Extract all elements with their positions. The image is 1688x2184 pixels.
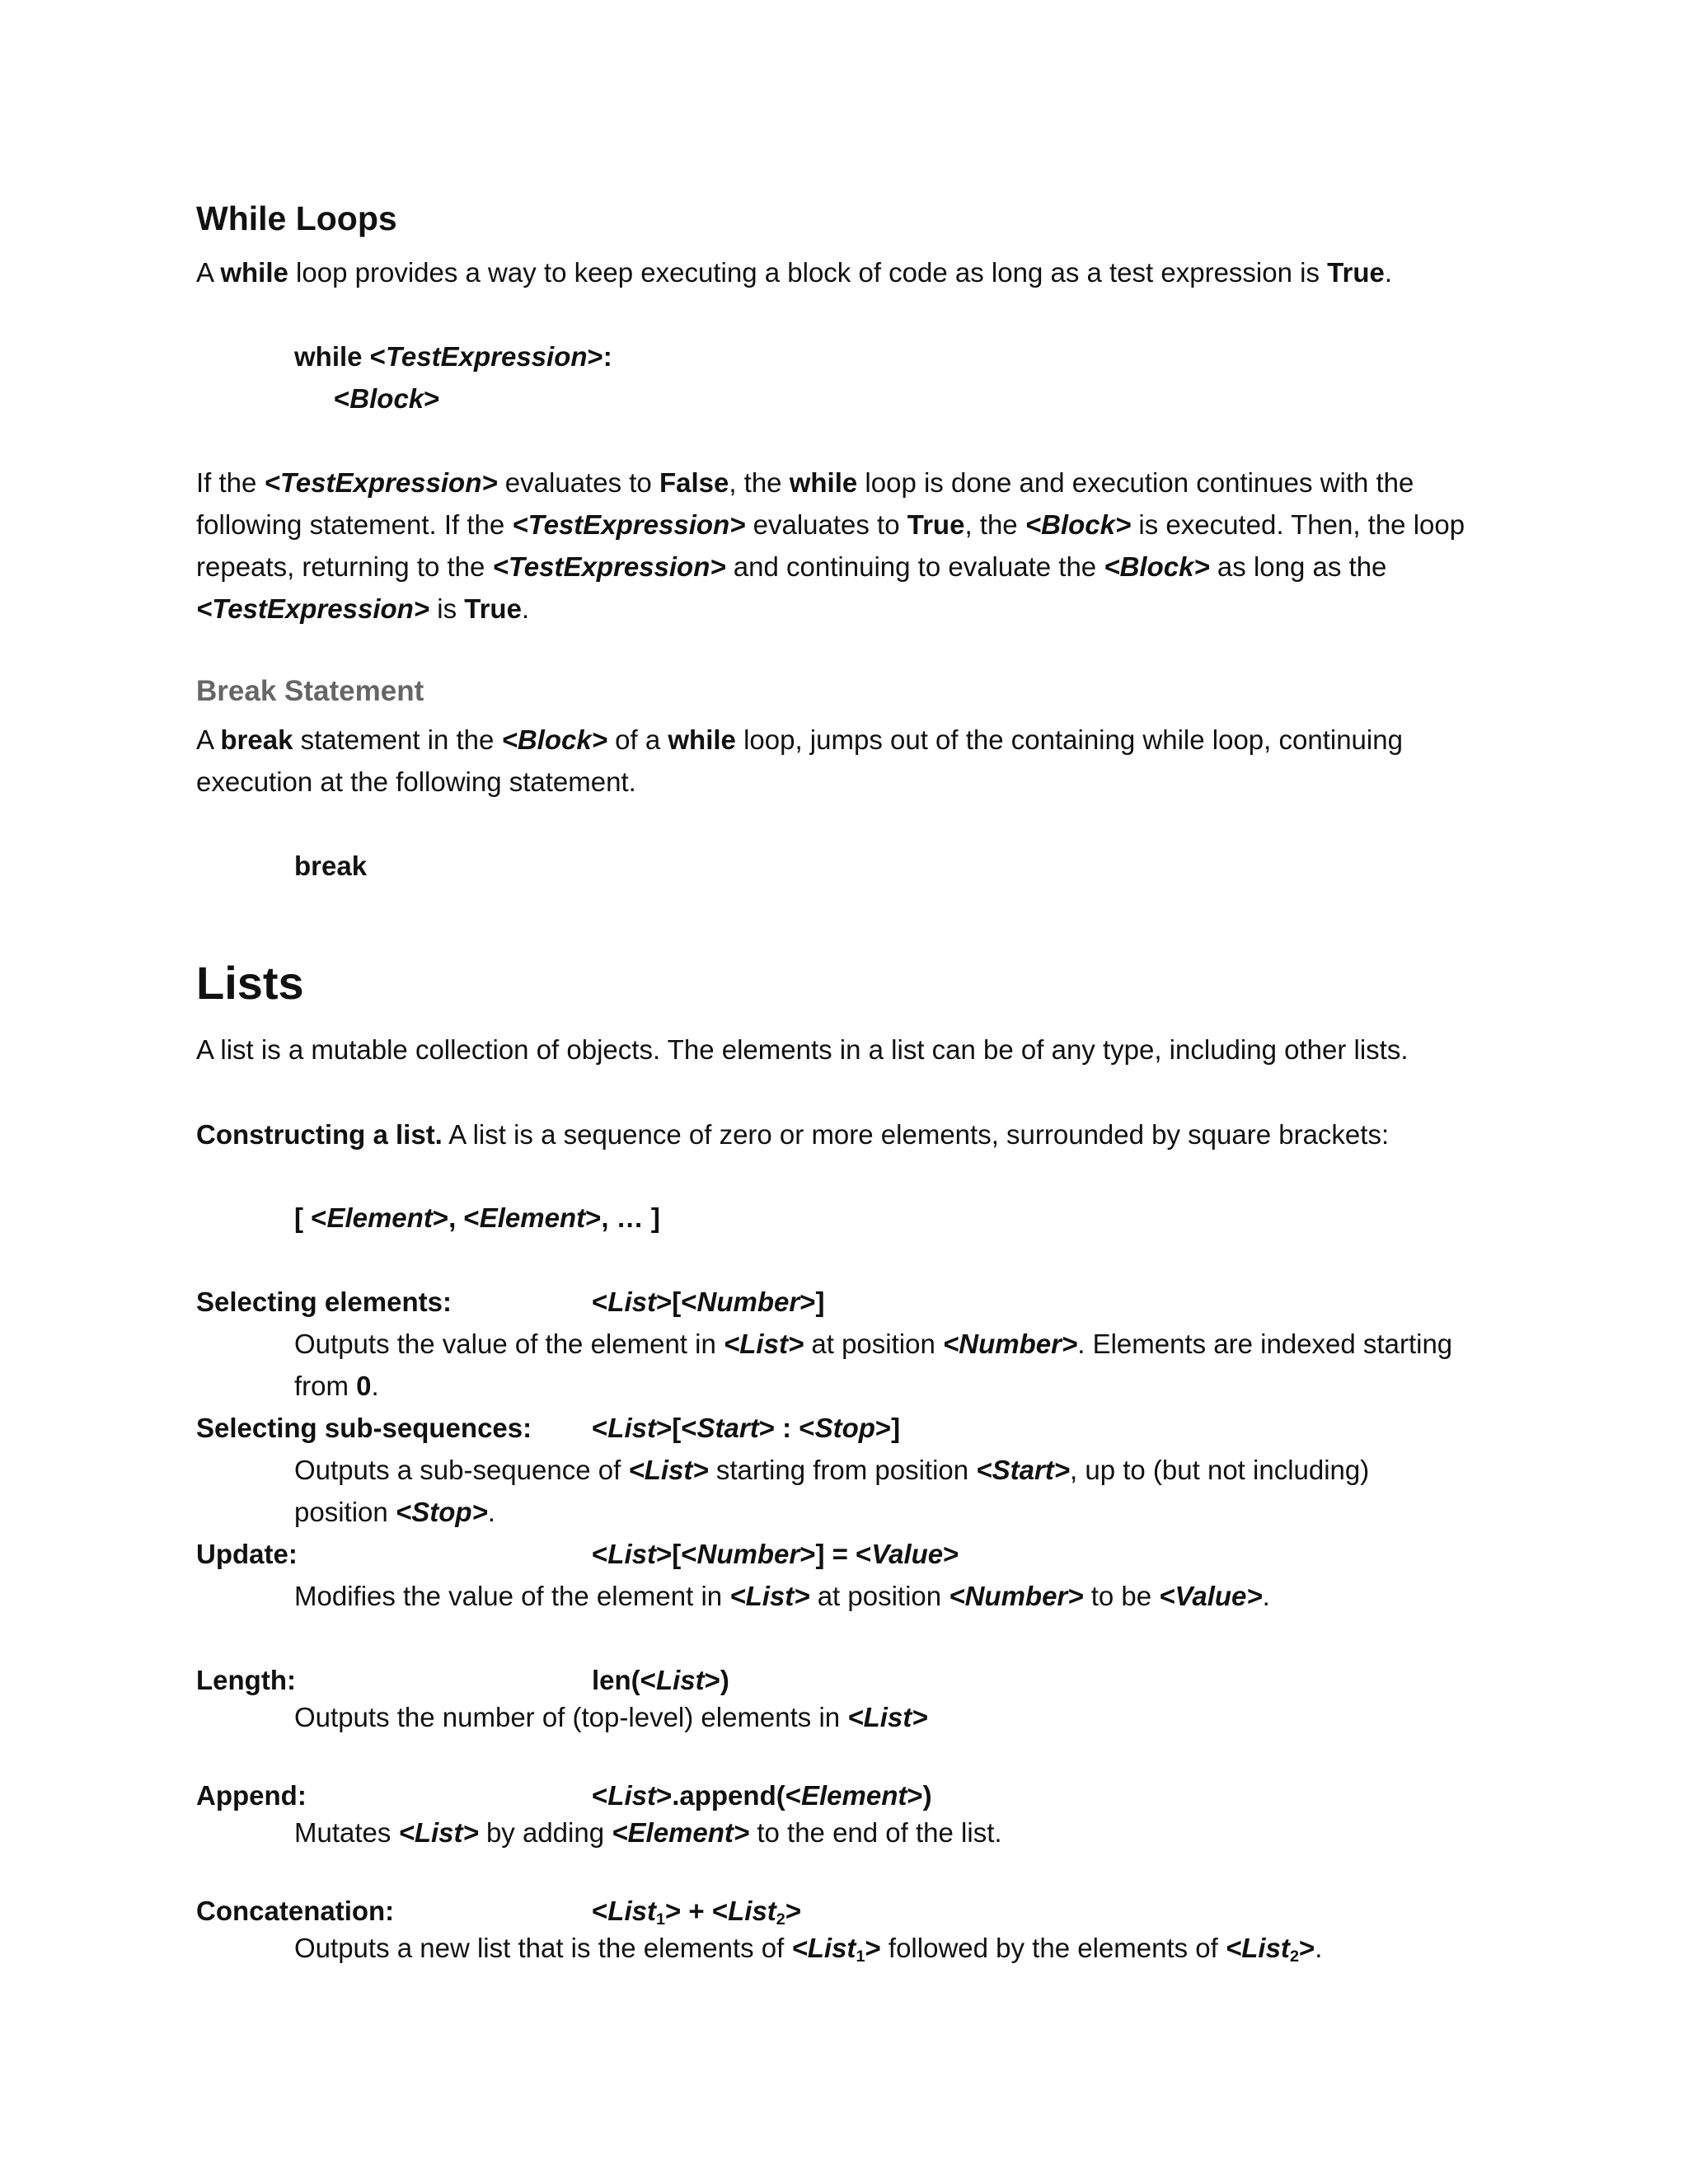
sub-syntax: <List>[<Start> : <Stop>] (592, 1413, 901, 1443)
concat-label: Concatenation: (196, 1896, 395, 1926)
append-syntax: <List>.append(<Element>) (592, 1780, 932, 1811)
while-syntax-line2: <Block> (334, 383, 440, 414)
concat-desc: Outputs a new list that is the elements of <List$_1$> followed by the elements of <List$_2$>. (294, 1933, 1323, 1966)
length-syntax: len(<List>) (592, 1665, 729, 1695)
update-syntax: <List>[<Number>] = <Value> (592, 1539, 959, 1569)
break-line2: execution at the following statement. (196, 766, 636, 797)
select-desc-line1: Outputs the value of the element in <List> at position <Number>. Elements are indexed starting (294, 1329, 1453, 1359)
while-para-line3: repeats, returning to the <TestExpression> and continuing to evaluate the <Block> as long as the (196, 551, 1387, 582)
length-desc: Outputs the number of (top-level) elements in <List> (294, 1702, 928, 1732)
sub-row (196, 1411, 532, 1446)
update-label: Update: (196, 1539, 298, 1569)
concat-row (196, 1894, 394, 1929)
break-syntax: break (294, 851, 368, 881)
sub-desc-line2: position <Stop>. (294, 1497, 495, 1527)
while-para-line4: <TestExpression> is True. (196, 593, 530, 624)
append-row (196, 1779, 307, 1813)
concat-syntax: <List$_1$> + <List$_2$> (592, 1896, 802, 1929)
break-statement-heading: Break Statement (196, 675, 424, 707)
sub-desc-line1: Outputs a sub-sequence of <List> starting from position <Start>, up to (but not including) (294, 1455, 1370, 1485)
while-loops-heading: While Loops (196, 199, 397, 237)
select-row (196, 1285, 452, 1319)
length-row (196, 1663, 296, 1698)
select-desc-line2: from 0. (294, 1371, 379, 1401)
lists-intro: A list is a mutable collection of objects. The elements in a list can be of any type, including other lists. (196, 1034, 1409, 1065)
constructing-syntax: [ <Element>, <Element>, … ] (294, 1202, 660, 1233)
sub-label: Selecting sub-sequences: (196, 1413, 532, 1443)
append-desc: Mutates <List> by adding <Element> to the end of the list. (294, 1817, 1002, 1848)
lists-heading: Lists (196, 957, 304, 1009)
while-intro: A while loop provides a way to keep executing a block of code as long as a test expression is True. (196, 257, 1393, 288)
while-syntax-line1: while <TestExpression>: (294, 341, 612, 372)
constructing-line: Constructing a list. A list is a sequence of zero or more elements, surrounded by square brackets: (196, 1119, 1390, 1150)
append-label: Append: (196, 1780, 307, 1811)
while-para-line2: following statement. If the <TestExpression> evaluates to True, the <Block> is executed. Then, the loop (196, 509, 1465, 540)
select-syntax: <List>[<Number>] (592, 1286, 825, 1317)
update-row (196, 1537, 298, 1572)
while-para-line1: If the <TestExpression> evaluates to False, the while loop is done and execution continues with the (196, 467, 1414, 498)
select-label: Selecting elements: (196, 1286, 452, 1317)
update-desc: Modifies the value of the element in <List> at position <Number> to be <Value>. (294, 1581, 1270, 1611)
break-line1: A break statement in the <Block> of a while loop, jumps out of the containing while loop, continuing (196, 724, 1403, 755)
length-label: Length: (196, 1665, 296, 1695)
